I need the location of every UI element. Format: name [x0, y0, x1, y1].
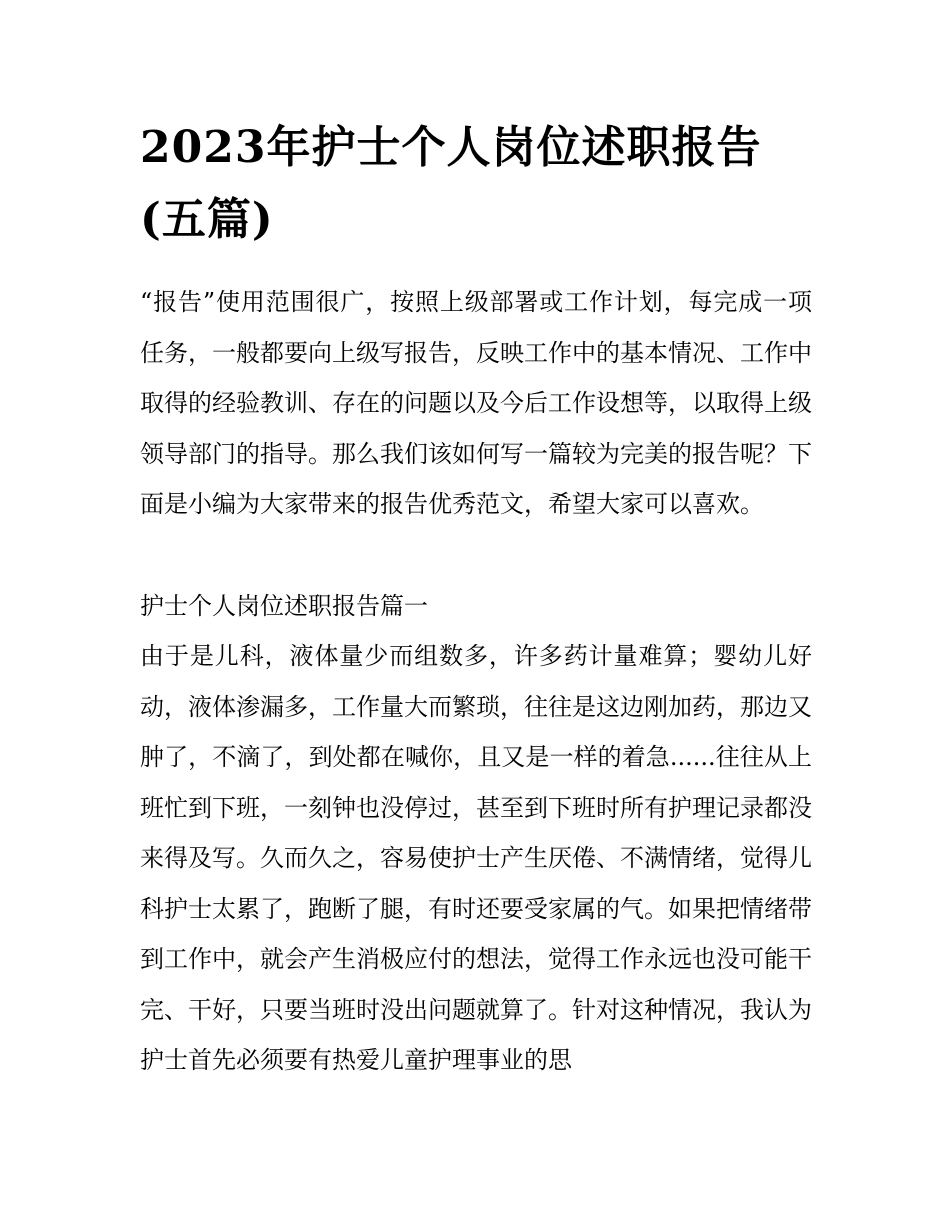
intro-paragraph: “报告”使用范围很广，按照上级部署或工作计划，每完成一项任务，一般都要向上级写报告，反映工作中的基本情况、工作中取得的经验教训、存在的问题以及今后工作设想等，以取得上级领导部门的指导。那么我们该如何写一篇较为完美的报告呢？下面是小编为大家带来的报告优秀范文，希望大家可以喜欢。 [140, 288, 812, 518]
body-paragraph: 由于是儿科，液体量少而组数多，许多药计量难算；婴幼儿好动，液体渗漏多，工作量大而繁琐，往往是这边刚加药，那边又肿了，不滴了，到处都在喊你，且又是一样的着急......往往从上班忙到下班，一刻钟也没停过，甚至到下班时所有护理记录都没来得及写。久而久之，容易使护士产生厌倦、不满情绪，觉得儿科护士太累了，跑断了腿，有时还要受家属的气。如果把情绪带到工作中，就会产生消极应付的想法，觉得工作永远也没可能干完、干好，只要当班时没出问题就算了。针对这种情况，我认为护士首先必须要有热爱儿童护理事业的思 [140, 642, 812, 1074]
section-heading: 护士个人岗位述职报告篇一 [140, 592, 428, 620]
document-title: 2023年护士个人岗位述职报告(五篇) [140, 122, 762, 245]
